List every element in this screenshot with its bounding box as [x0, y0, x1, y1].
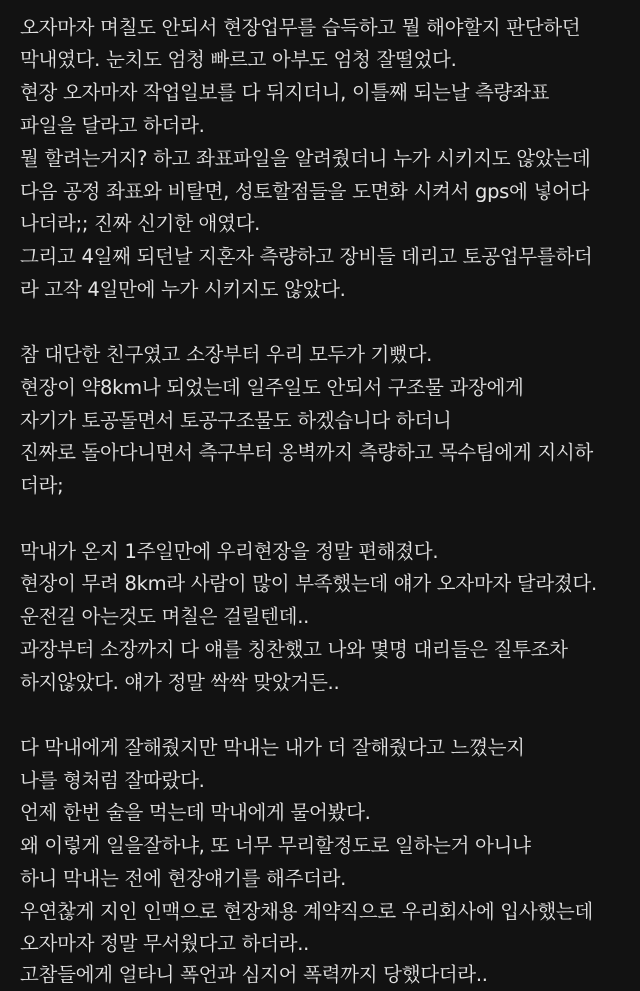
- text-line: 막내였다. 눈치도 엄청 빠르고 아부도 엄청 잘떨었다.: [20, 48, 457, 71]
- text-line: 현장이 약8km나 되었는데 일주일도 안되서 구조물 과장에게: [20, 376, 524, 399]
- text-line: 라 고작 4일만에 누가 시키지도 않았다.: [20, 278, 346, 301]
- text-line: 오자마자 정말 무서웠다고 하더라..: [20, 932, 310, 955]
- text-line: 하니 막내는 전에 현장얘기를 해주더라.: [20, 867, 347, 890]
- text-line: 뭘 할려는거지? 하고 좌표파일을 알려줬더니 누가 시키지도 않았는데: [20, 147, 591, 170]
- text-line: 고참들에게 얼타니 폭언과 심지어 폭력까지 당했다더라..: [20, 963, 488, 986]
- text-line: 현장 오자마자 작업일보를 다 뒤지더니, 이틀째 되는날 측량좌표: [20, 81, 550, 104]
- text-line: 다음 공정 좌표와 비탈면, 성토할점들을 도면화 시켜서 gps에 넣어다: [20, 180, 590, 203]
- text-line: 더라;: [20, 474, 64, 497]
- text-line: 우연찮게 지인 인맥으로 현장채용 계약직으로 우리회사에 입사했는데: [20, 900, 593, 923]
- text-line: 다 막내에게 잘해줬지만 막내는 내가 더 잘해줬다고 느꼈는지: [20, 736, 525, 759]
- text-line: 막내가 온지 1주일만에 우리현장을 정말 편해졌다.: [20, 540, 439, 563]
- text-line: 그리고 4일째 되던날 지혼자 측량하고 장비들 데리고 토공업무를하더: [20, 245, 593, 268]
- text-line: 나더라;; 진짜 신기한 애였다.: [20, 212, 261, 235]
- text-line: 참 대단한 친구였고 소장부터 우리 모두가 기뻤다.: [20, 343, 433, 366]
- text-line: 운전길 아는것도 며칠은 걸릴텐데..: [20, 605, 310, 628]
- text-line: 언제 한번 술을 먹는데 막내에게 물어봤다.: [20, 801, 371, 824]
- text-line: 왜 이렇게 일을잘하냐, 또 너무 무리할정도로 일하는거 아니냐: [20, 834, 531, 857]
- text-line: 진짜로 돌아다니면서 측구부터 옹벽까지 측량하고 목수팀에게 지시하: [20, 441, 593, 464]
- text-line: 나를 형처럼 잘따랐다.: [20, 769, 205, 792]
- text-line: 과장부터 소장까지 다 얘를 칭찬했고 나와 몇명 대리들은 질투조차: [20, 638, 568, 661]
- text-line: 현장이 무려 8km라 사람이 많이 부족했는데 얘가 오자마자 달라졌다.: [20, 572, 597, 595]
- text-line: 하지않았다. 얘가 정말 싹싹 맞았거든..: [20, 671, 340, 694]
- text-line: 파일을 달라고 하더라.: [20, 114, 205, 137]
- text-line: 오자마자 며칠도 안되서 현장업무를 습득하고 뭘 해야할지 판단하던: [20, 16, 581, 39]
- text-line: 자기가 토공돌면서 토공구조물도 하겠습니다 하더니: [20, 409, 452, 432]
